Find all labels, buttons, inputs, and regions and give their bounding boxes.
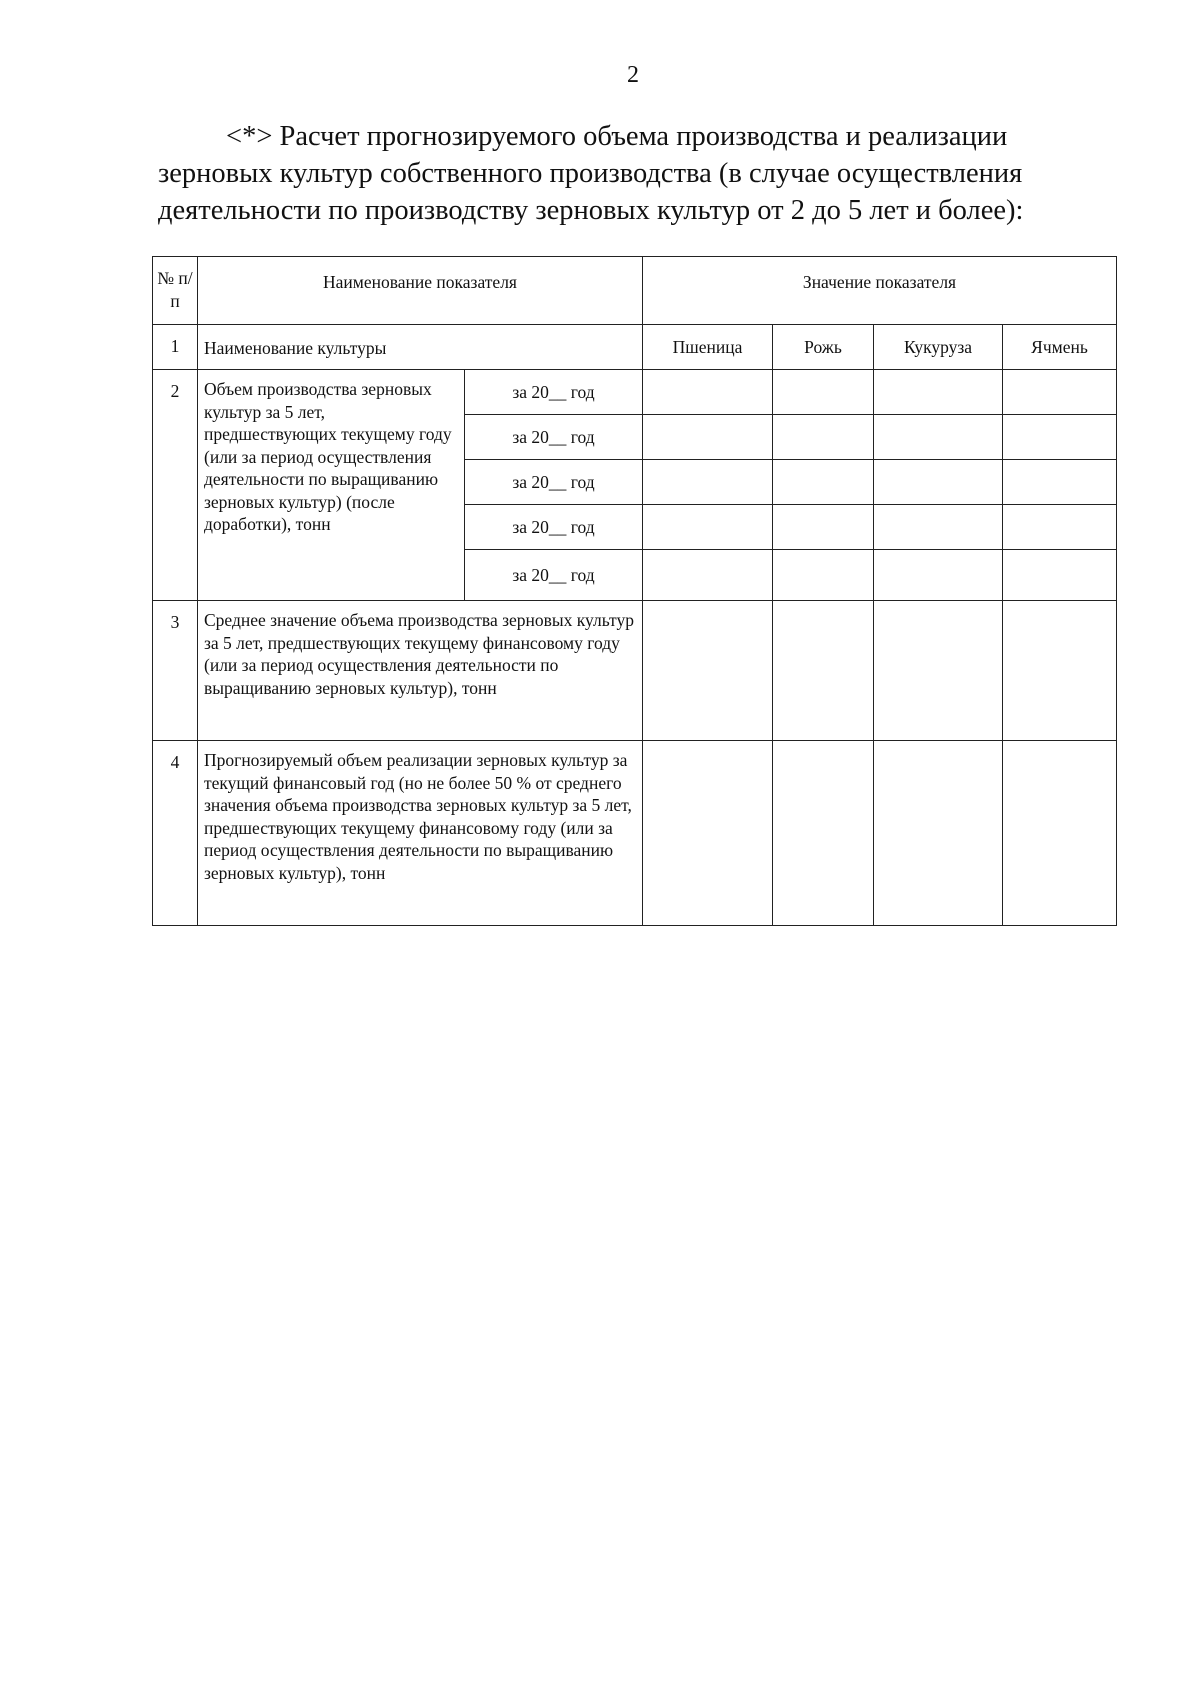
value-cell — [643, 415, 773, 460]
value-cell — [1003, 370, 1117, 415]
header-indicator-value: Значение показателя — [643, 257, 1117, 325]
value-cell — [773, 601, 874, 741]
intro-line-3: деятельности по производству зерновых культур от 2 до 5 лет и более): — [158, 195, 1024, 226]
row-4 — [153, 741, 1117, 926]
header-num: № п/п — [153, 257, 198, 325]
year-cell: за 20__ год — [465, 460, 643, 505]
value-cell — [874, 550, 1003, 601]
indicator-table — [152, 256, 1117, 926]
year-cell: за 20__ год — [465, 505, 643, 550]
value-cell — [773, 741, 874, 926]
value-cell — [1003, 550, 1117, 601]
value-cell — [773, 505, 874, 550]
value-cell — [643, 370, 773, 415]
value-cell — [874, 601, 1003, 741]
year-cell: за 20__ год — [465, 370, 643, 415]
value-cell — [773, 550, 874, 601]
row-3 — [153, 601, 1117, 741]
value-cell — [874, 505, 1003, 550]
row-2-year-1 — [153, 370, 1117, 415]
row-1-label: Наименование культуры — [198, 325, 643, 370]
row-4-num: 4 — [153, 741, 198, 926]
value-cell — [1003, 415, 1117, 460]
row-3-label: Среднее значение объема производства зерновых культур за 5 лет, предшествующих текущему финансовому году (или за период осуществления деятельности по выращиванию зерновых культур), тонн — [198, 601, 643, 741]
value-cell — [643, 741, 773, 926]
value-cell — [1003, 460, 1117, 505]
year-cell: за 20__ год — [465, 550, 643, 601]
header-row — [153, 257, 1117, 325]
value-cell — [773, 460, 874, 505]
row-4-label: Прогнозируемый объем реализации зерновых культур за текущий финансовый год (но не более 50 % от среднего значения объема производства зерновых культур за 5 лет, предшествующих текущему финансовому году (или за период осуществления деятельности по выращиванию зерновых культур), тонн — [198, 741, 643, 926]
row-3-num: 3 — [153, 601, 198, 741]
row-1-num: 1 — [153, 325, 198, 370]
row-2-num: 2 — [153, 370, 198, 601]
value-cell — [643, 550, 773, 601]
header-indicator-name: Наименование показателя — [198, 257, 643, 325]
page-number: 2 — [627, 62, 639, 88]
intro-line-1: <*> Расчет прогнозируемого объема производства и реализации — [226, 121, 1008, 152]
intro-line-2: зерновых культур собственного производства (в случае осуществления — [158, 158, 1023, 189]
value-cell — [874, 370, 1003, 415]
row-1 — [153, 325, 1117, 370]
value-cell — [1003, 601, 1117, 741]
crop-wheat: Пшеница — [643, 325, 773, 370]
value-cell — [643, 505, 773, 550]
crop-barley: Ячмень — [1003, 325, 1117, 370]
crop-corn: Кукуруза — [874, 325, 1003, 370]
value-cell — [1003, 505, 1117, 550]
value-cell — [643, 460, 773, 505]
value-cell — [773, 370, 874, 415]
row-2-label: Объем производства зерновых культур за 5 лет, предшествующих текущему году (или за период осуществления деятельности по выращиванию зерновых культур) (после доработки), тонн — [198, 370, 465, 601]
value-cell — [874, 460, 1003, 505]
value-cell — [1003, 741, 1117, 926]
value-cell — [874, 741, 1003, 926]
intro-paragraph — [158, 118, 1110, 229]
year-cell: за 20__ год — [465, 415, 643, 460]
crop-rye: Рожь — [773, 325, 874, 370]
value-cell — [643, 601, 773, 741]
value-cell — [773, 415, 874, 460]
value-cell — [874, 415, 1003, 460]
